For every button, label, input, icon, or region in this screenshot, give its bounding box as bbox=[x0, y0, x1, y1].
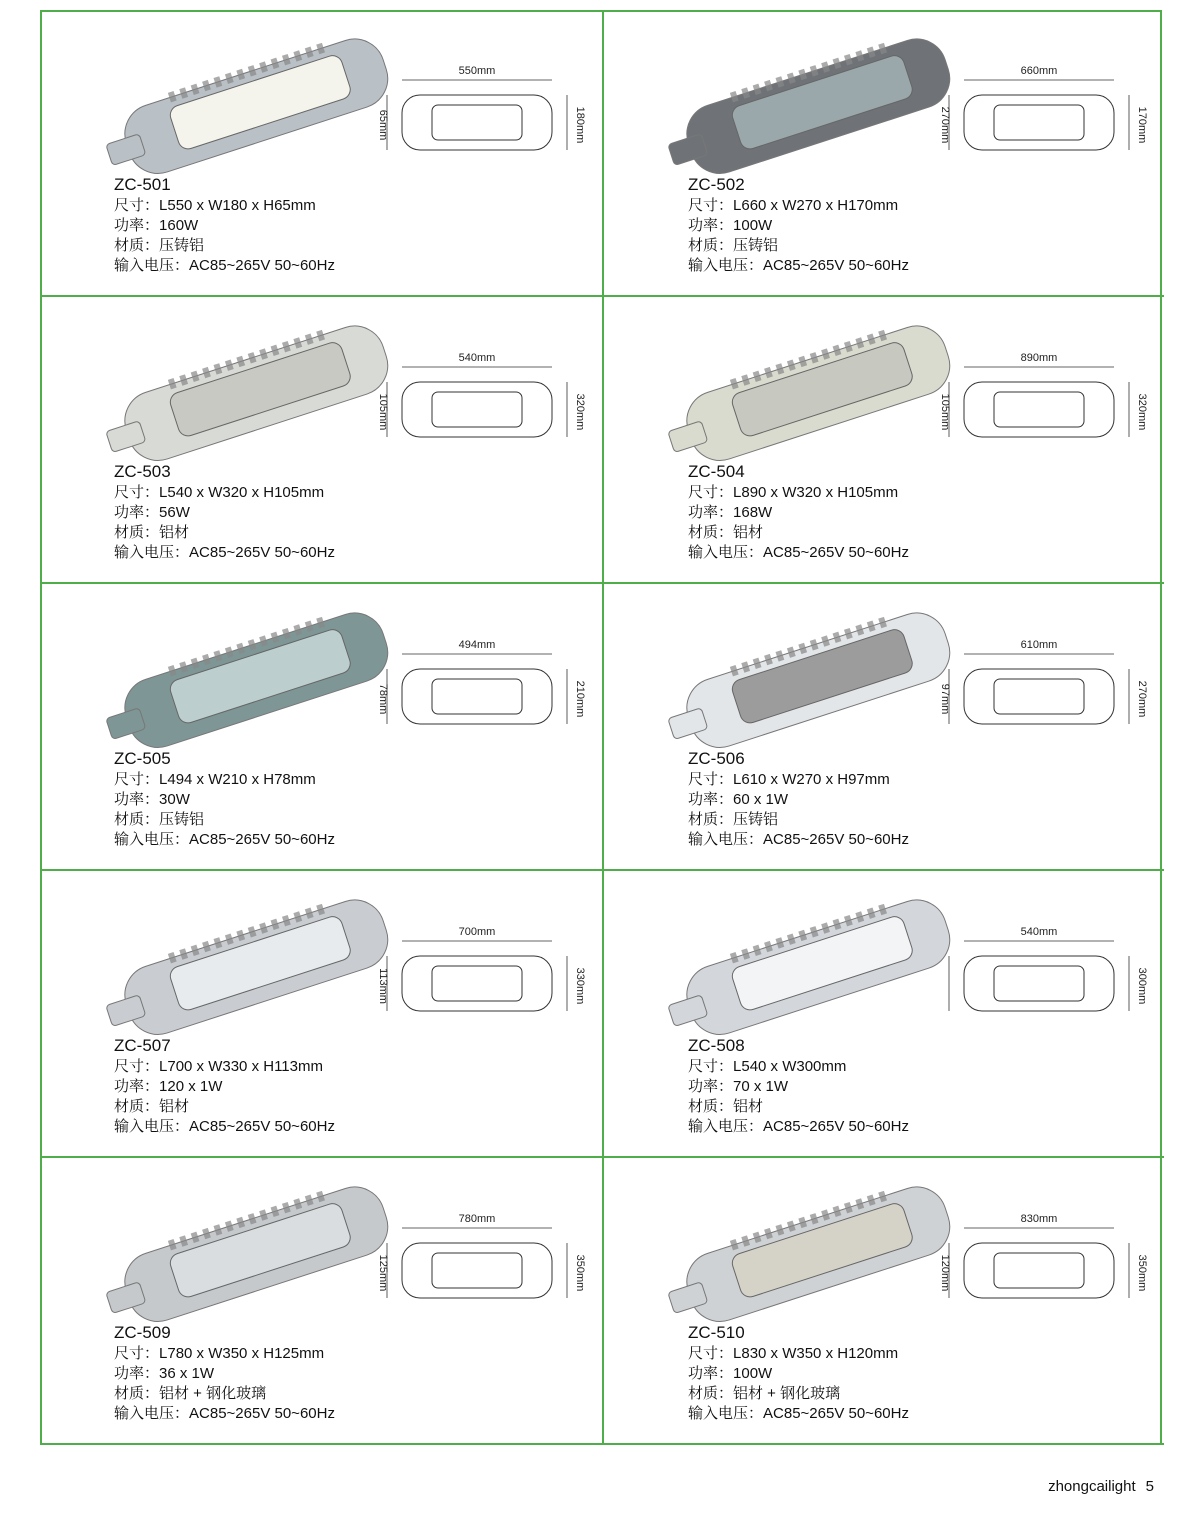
product-spec bbox=[688, 462, 909, 563]
dimension-width: 210mm bbox=[574, 680, 586, 718]
spec-voltage-label: 输入电压： bbox=[688, 1405, 764, 1422]
product-card bbox=[604, 871, 1164, 1158]
spec-material-label: 材质： bbox=[114, 811, 160, 828]
spec-size-value: L700 x W330 x H113mm bbox=[159, 1058, 323, 1075]
spec-size-value: L660 x W270 x H170mm bbox=[733, 197, 899, 214]
dimension-width: 270mm bbox=[1136, 680, 1148, 718]
spec-power bbox=[114, 1364, 335, 1384]
dimension-width: 180mm bbox=[574, 106, 586, 144]
spec-material-value: 铝材 + 钢化玻璃 bbox=[159, 1385, 267, 1402]
spec-voltage bbox=[688, 1404, 909, 1424]
product-model: ZC-506 bbox=[688, 749, 745, 768]
spec-size bbox=[114, 1344, 335, 1364]
dimension-length: 540mm bbox=[458, 352, 496, 364]
spec-voltage-value: AC85~265V 50~60Hz bbox=[189, 1405, 335, 1422]
dimension-length: 780mm bbox=[458, 1213, 496, 1225]
spec-size-value: L780 x W350 x H125mm bbox=[159, 1345, 325, 1362]
spec-voltage-value: AC85~265V 50~60Hz bbox=[763, 831, 909, 848]
spec-power-value: 100W bbox=[733, 1365, 773, 1382]
dimension-drawing bbox=[372, 50, 592, 200]
spec-size-value: L540 x W320 x H105mm bbox=[159, 484, 325, 501]
spec-material-label: 材质： bbox=[688, 524, 734, 541]
spec-power bbox=[114, 1077, 335, 1097]
product-card bbox=[604, 584, 1164, 871]
spec-size-label: 尺寸： bbox=[688, 484, 734, 501]
spec-power bbox=[688, 790, 909, 810]
product-spec bbox=[114, 1323, 335, 1424]
spec-voltage-value: AC85~265V 50~60Hz bbox=[763, 257, 909, 274]
brand-name: zhongcailight bbox=[1048, 1478, 1136, 1495]
spec-voltage bbox=[114, 830, 335, 850]
spec-power bbox=[688, 1077, 909, 1097]
street-light-icon bbox=[662, 1176, 962, 1326]
spec-voltage-value: AC85~265V 50~60Hz bbox=[189, 831, 335, 848]
spec-power bbox=[688, 1364, 909, 1384]
spec-power bbox=[114, 790, 335, 810]
dimension-height: 97mm bbox=[939, 683, 951, 715]
product-card bbox=[42, 297, 604, 584]
product-model: ZC-509 bbox=[114, 1323, 171, 1342]
street-light-icon bbox=[100, 28, 400, 178]
product-model: ZC-501 bbox=[114, 175, 171, 194]
dimension-width: 330mm bbox=[574, 967, 586, 1005]
dimension-length: 540mm bbox=[1020, 926, 1058, 938]
spec-material bbox=[114, 523, 335, 543]
product-model: ZC-508 bbox=[688, 1036, 745, 1055]
spec-power-label: 功率： bbox=[114, 504, 160, 521]
spec-material bbox=[688, 236, 909, 256]
spec-material-label: 材质： bbox=[114, 1098, 160, 1115]
street-light-icon bbox=[100, 602, 400, 752]
spec-material bbox=[114, 1384, 335, 1404]
spec-material-label: 材质： bbox=[688, 811, 734, 828]
dimension-drawing bbox=[934, 337, 1154, 487]
spec-material-value: 铝材 bbox=[733, 524, 764, 541]
product-spec bbox=[114, 1036, 335, 1137]
spec-power-value: 30W bbox=[159, 791, 190, 808]
page-number: 5 bbox=[1145, 1478, 1154, 1495]
spec-size-label: 尺寸： bbox=[688, 1345, 734, 1362]
product-grid bbox=[40, 10, 1162, 1445]
product-card bbox=[42, 584, 604, 871]
product-model: ZC-503 bbox=[114, 462, 171, 481]
product-card bbox=[604, 1158, 1164, 1445]
spec-power bbox=[688, 503, 909, 523]
spec-voltage-value: AC85~265V 50~60Hz bbox=[763, 544, 909, 561]
spec-size-label: 尺寸： bbox=[688, 197, 734, 214]
dimension-drawing bbox=[934, 624, 1154, 774]
spec-voltage bbox=[114, 1404, 335, 1424]
spec-power-value: 70 x 1W bbox=[733, 1078, 789, 1095]
product-spec bbox=[114, 462, 335, 563]
street-light-icon bbox=[662, 602, 962, 752]
spec-voltage-label: 输入电压： bbox=[114, 831, 190, 848]
spec-voltage bbox=[688, 543, 909, 563]
street-light-icon bbox=[662, 28, 962, 178]
spec-power-value: 56W bbox=[159, 504, 190, 521]
spec-material-value: 铝材 + 钢化玻璃 bbox=[733, 1385, 841, 1402]
spec-voltage bbox=[688, 830, 909, 850]
dimension-height: 120mm bbox=[939, 1254, 951, 1292]
spec-voltage bbox=[114, 1117, 335, 1137]
product-card bbox=[42, 10, 604, 297]
spec-size bbox=[114, 1057, 335, 1077]
page-footer bbox=[1038, 1478, 1154, 1495]
dimension-drawing bbox=[372, 911, 592, 1061]
product-card bbox=[604, 10, 1164, 297]
product-spec bbox=[114, 749, 335, 850]
product-model: ZC-505 bbox=[114, 749, 171, 768]
spec-size bbox=[688, 196, 909, 216]
spec-size-value: L610 x W270 x H97mm bbox=[733, 771, 890, 788]
product-spec bbox=[688, 1323, 909, 1424]
dimension-length: 700mm bbox=[458, 926, 496, 938]
spec-power-label: 功率： bbox=[688, 504, 734, 521]
spec-size-value: L830 x W350 x H120mm bbox=[733, 1345, 899, 1362]
dimension-width: 170mm bbox=[1136, 106, 1148, 144]
spec-voltage-value: AC85~265V 50~60Hz bbox=[189, 1118, 335, 1135]
spec-power bbox=[114, 503, 335, 523]
dimension-width: 320mm bbox=[1136, 393, 1148, 431]
spec-voltage bbox=[114, 256, 335, 276]
dimension-width: 350mm bbox=[574, 1254, 586, 1292]
spec-material bbox=[114, 236, 335, 256]
spec-material-label: 材质： bbox=[688, 1098, 734, 1115]
spec-size-label: 尺寸： bbox=[114, 484, 160, 501]
spec-power-label: 功率： bbox=[688, 217, 734, 234]
spec-voltage-value: AC85~265V 50~60Hz bbox=[763, 1405, 909, 1422]
spec-voltage-label: 输入电压： bbox=[688, 544, 764, 561]
spec-power-label: 功率： bbox=[688, 791, 734, 808]
dimension-drawing bbox=[372, 337, 592, 487]
dimension-drawing bbox=[934, 911, 1154, 1061]
spec-size bbox=[688, 770, 909, 790]
spec-power-label: 功率： bbox=[114, 791, 160, 808]
spec-material-label: 材质： bbox=[688, 237, 734, 254]
street-light-icon bbox=[100, 889, 400, 1039]
spec-voltage-label: 输入电压： bbox=[688, 831, 764, 848]
dimension-length: 890mm bbox=[1020, 352, 1058, 364]
spec-material-value: 压铸铝 bbox=[159, 811, 205, 828]
spec-power-value: 100W bbox=[733, 217, 773, 234]
spec-size-label: 尺寸： bbox=[114, 1345, 160, 1362]
product-spec bbox=[688, 1036, 909, 1137]
dimension-length: 830mm bbox=[1020, 1213, 1058, 1225]
spec-material-label: 材质： bbox=[114, 1385, 160, 1402]
spec-material bbox=[688, 1097, 909, 1117]
spec-material-label: 材质： bbox=[688, 1385, 734, 1402]
dimension-height: 105mm bbox=[377, 393, 389, 431]
spec-voltage-label: 输入电压： bbox=[114, 1118, 190, 1135]
spec-power-value: 36 x 1W bbox=[159, 1365, 215, 1382]
spec-material-label: 材质： bbox=[114, 524, 160, 541]
spec-power-label: 功率： bbox=[114, 1078, 160, 1095]
dimension-height: 105mm bbox=[939, 393, 951, 431]
product-spec bbox=[688, 749, 909, 850]
spec-material bbox=[688, 523, 909, 543]
spec-size-value: L890 x W320 x H105mm bbox=[733, 484, 899, 501]
spec-voltage bbox=[688, 1117, 909, 1137]
spec-voltage-value: AC85~265V 50~60Hz bbox=[189, 544, 335, 561]
dimension-length: 660mm bbox=[1020, 65, 1058, 77]
spec-size-label: 尺寸： bbox=[688, 1058, 734, 1075]
spec-voltage-value: AC85~265V 50~60Hz bbox=[763, 1118, 909, 1135]
spec-size bbox=[114, 196, 335, 216]
street-light-icon bbox=[100, 1176, 400, 1326]
spec-material bbox=[114, 810, 335, 830]
dimension-width: 320mm bbox=[574, 393, 586, 431]
product-model: ZC-507 bbox=[114, 1036, 171, 1055]
spec-power bbox=[688, 216, 909, 236]
dimension-width: 350mm bbox=[1136, 1254, 1148, 1292]
spec-voltage-label: 输入电压： bbox=[114, 1405, 190, 1422]
dimension-height: 78mm bbox=[377, 683, 389, 715]
spec-material-value: 压铸铝 bbox=[733, 237, 779, 254]
dimension-drawing bbox=[934, 1198, 1154, 1348]
spec-material-value: 铝材 bbox=[159, 1098, 190, 1115]
product-model: ZC-510 bbox=[688, 1323, 745, 1342]
spec-size-label: 尺寸： bbox=[114, 1058, 160, 1075]
product-card bbox=[604, 297, 1164, 584]
dimension-length: 494mm bbox=[458, 639, 496, 651]
product-spec bbox=[114, 175, 335, 276]
dimension-length: 550mm bbox=[458, 65, 496, 77]
product-spec bbox=[688, 175, 909, 276]
spec-power-value: 120 x 1W bbox=[159, 1078, 223, 1095]
spec-material-value: 铝材 bbox=[733, 1098, 764, 1115]
spec-voltage-label: 输入电压： bbox=[688, 1118, 764, 1135]
spec-voltage bbox=[688, 256, 909, 276]
product-card bbox=[42, 871, 604, 1158]
dimension-height: 270mm bbox=[939, 106, 951, 144]
spec-size-label: 尺寸： bbox=[114, 771, 160, 788]
dimension-drawing bbox=[372, 624, 592, 774]
spec-power-value: 60 x 1W bbox=[733, 791, 789, 808]
spec-size bbox=[114, 483, 335, 503]
spec-material bbox=[688, 1384, 909, 1404]
spec-size bbox=[688, 1344, 909, 1364]
product-model: ZC-504 bbox=[688, 462, 745, 481]
spec-voltage-value: AC85~265V 50~60Hz bbox=[189, 257, 335, 274]
spec-size-value: L494 x W210 x H78mm bbox=[159, 771, 316, 788]
street-light-icon bbox=[662, 889, 962, 1039]
dimension-height: 65mm bbox=[377, 109, 389, 141]
dimension-drawing bbox=[372, 1198, 592, 1348]
spec-power-label: 功率： bbox=[114, 1365, 160, 1382]
dimension-height: 113mm bbox=[377, 968, 389, 1004]
spec-power-label: 功率： bbox=[114, 217, 160, 234]
spec-material bbox=[688, 810, 909, 830]
dimension-height: 125mm bbox=[377, 1254, 389, 1292]
dimension-width: 300mm bbox=[1136, 967, 1148, 1005]
spec-material-value: 压铸铝 bbox=[733, 811, 779, 828]
product-model: ZC-502 bbox=[688, 175, 745, 194]
spec-voltage-label: 输入电压： bbox=[114, 257, 190, 274]
spec-size-label: 尺寸： bbox=[688, 771, 734, 788]
spec-power-label: 功率： bbox=[688, 1078, 734, 1095]
dimension-drawing bbox=[934, 50, 1154, 200]
spec-material bbox=[114, 1097, 335, 1117]
spec-size-value: L550 x W180 x H65mm bbox=[159, 197, 316, 214]
spec-voltage-label: 输入电压： bbox=[114, 544, 190, 561]
product-card bbox=[42, 1158, 604, 1445]
spec-power-label: 功率： bbox=[688, 1365, 734, 1382]
spec-material-value: 铝材 bbox=[159, 524, 190, 541]
spec-size-label: 尺寸： bbox=[114, 197, 160, 214]
street-light-icon bbox=[100, 315, 400, 465]
spec-voltage-label: 输入电压： bbox=[688, 257, 764, 274]
street-light-icon bbox=[662, 315, 962, 465]
spec-size bbox=[688, 1057, 909, 1077]
spec-material-value: 压铸铝 bbox=[159, 237, 205, 254]
spec-size-value: L540 x W300mm bbox=[733, 1058, 847, 1075]
spec-size bbox=[114, 770, 335, 790]
spec-voltage bbox=[114, 543, 335, 563]
spec-power-value: 168W bbox=[733, 504, 773, 521]
spec-power bbox=[114, 216, 335, 236]
dimension-length: 610mm bbox=[1020, 639, 1058, 651]
spec-size bbox=[688, 483, 909, 503]
spec-power-value: 160W bbox=[159, 217, 199, 234]
spec-material-label: 材质： bbox=[114, 237, 160, 254]
